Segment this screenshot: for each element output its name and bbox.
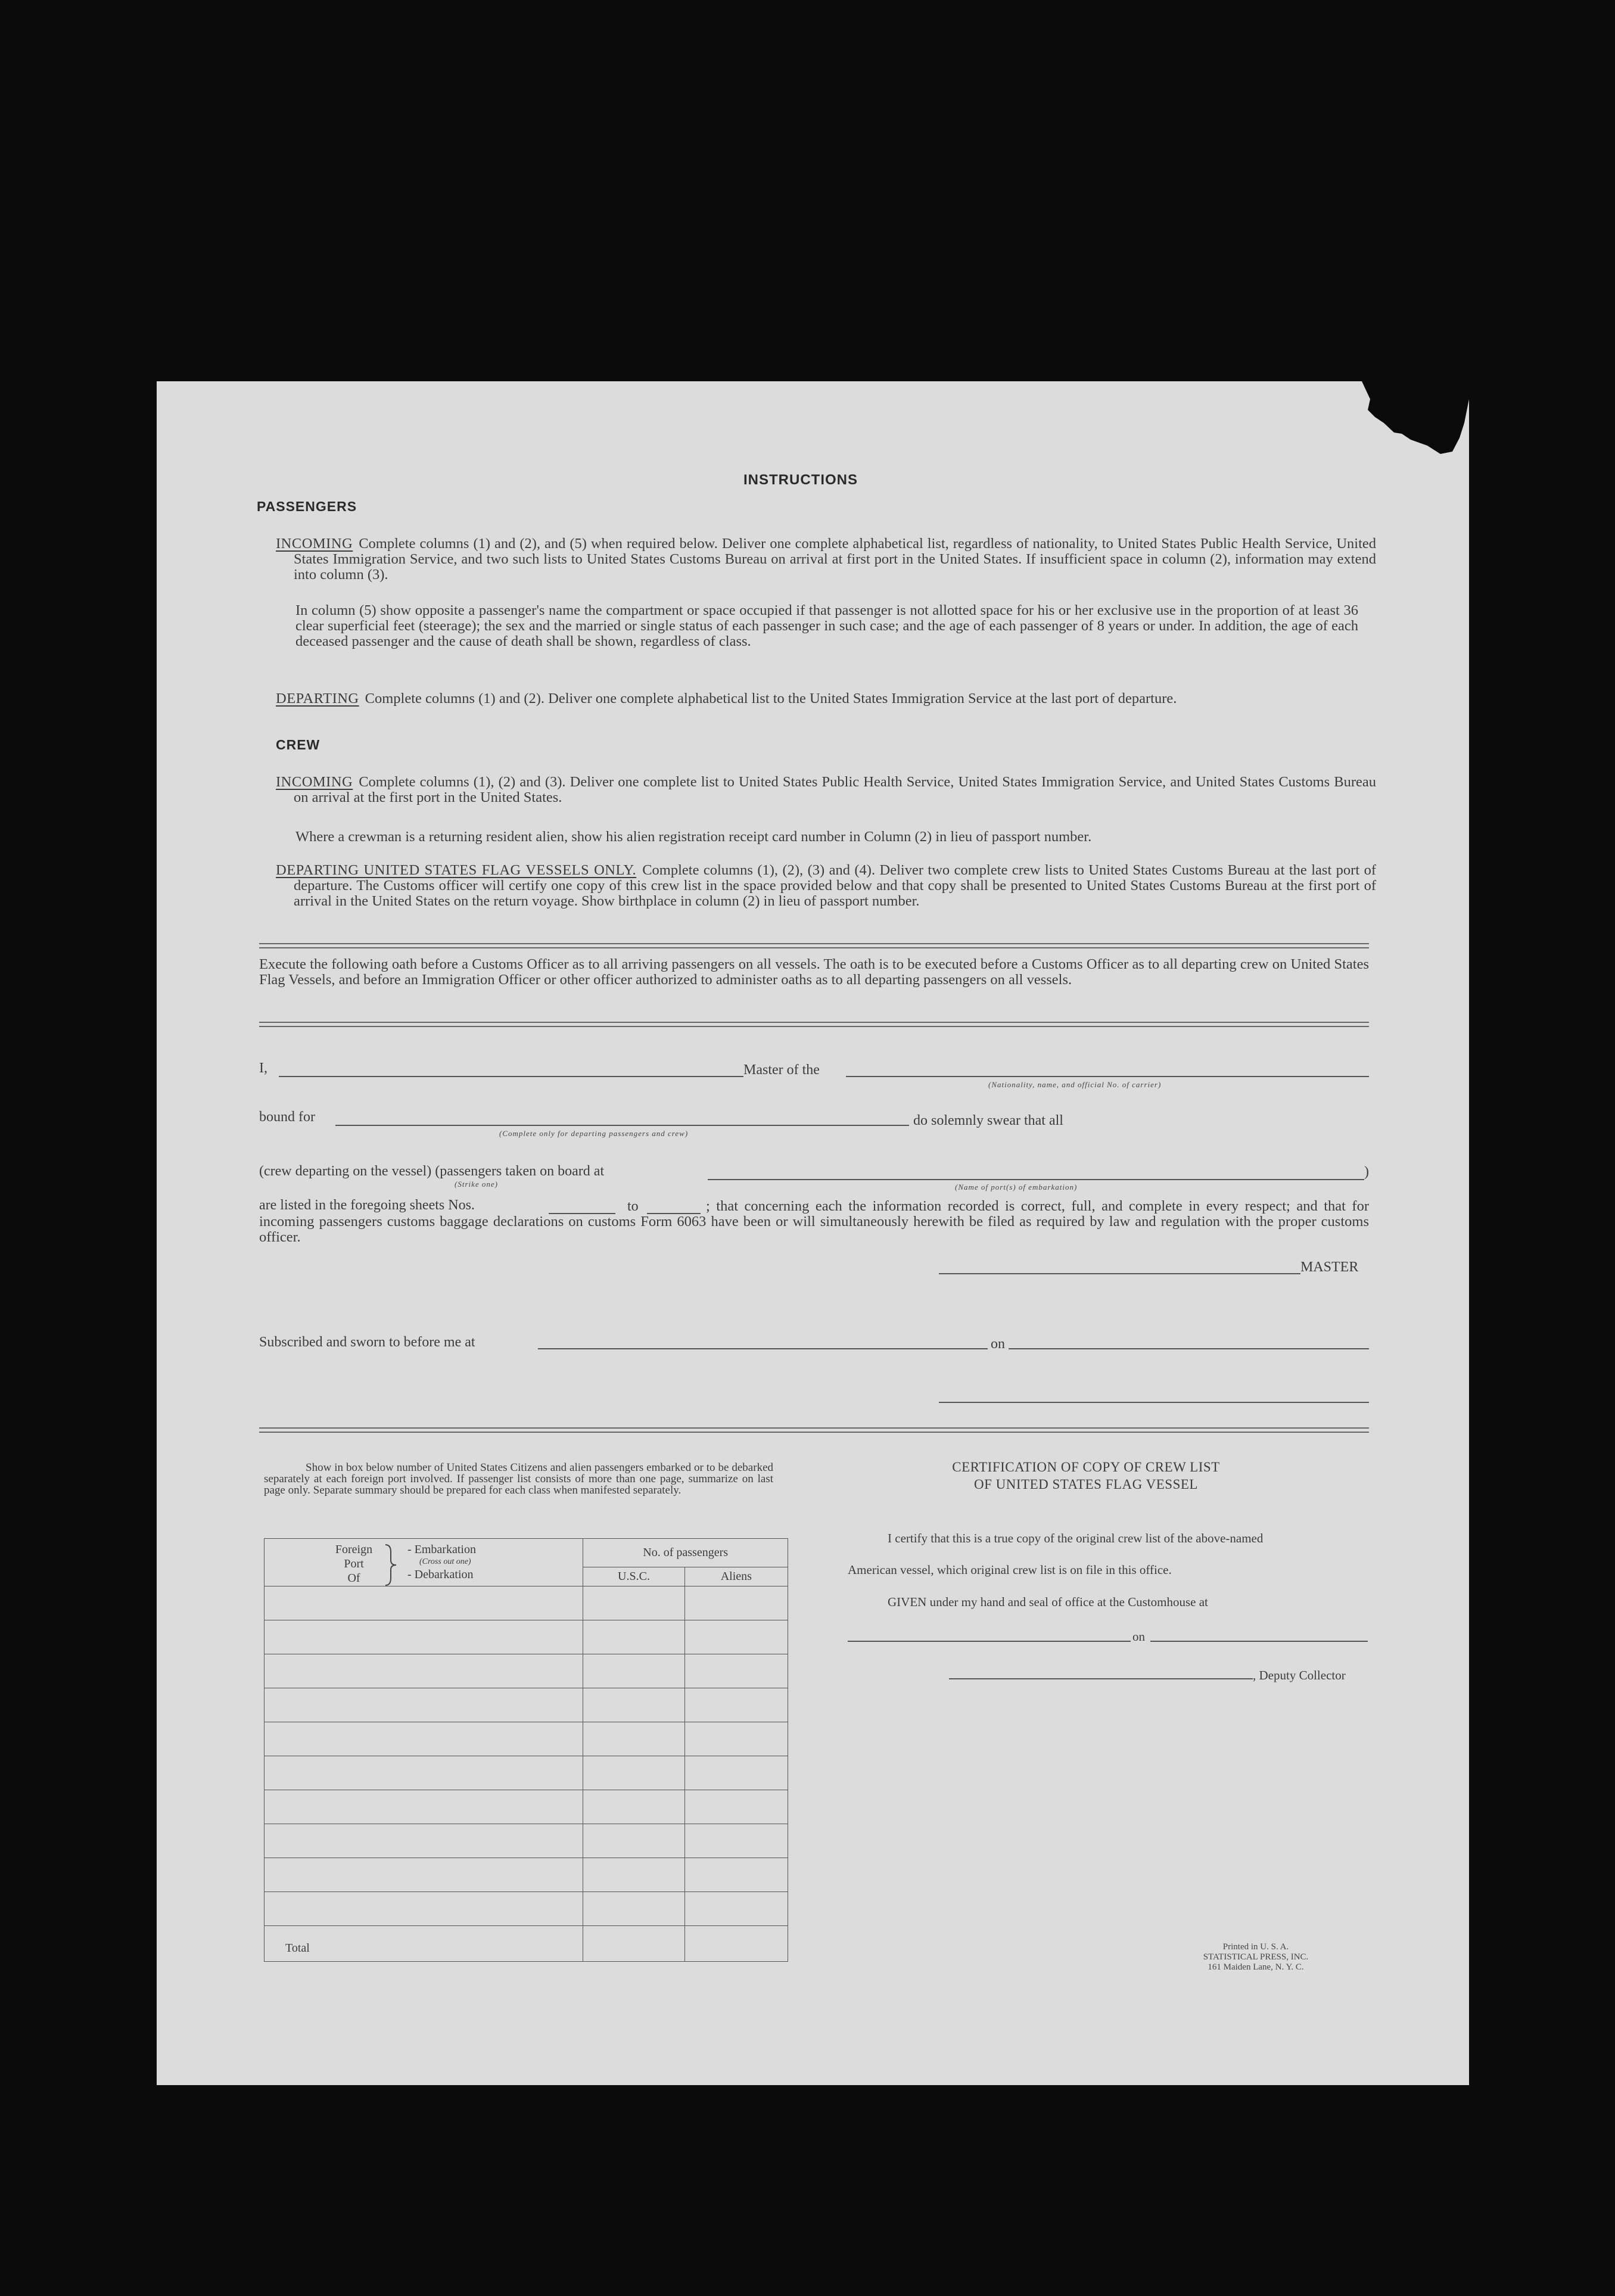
usc-cell[interactable] bbox=[583, 1654, 684, 1688]
deputy-collector-label: , Deputy Collector bbox=[1253, 1668, 1346, 1682]
table-row bbox=[265, 1722, 788, 1756]
of-label: Of bbox=[347, 1572, 360, 1585]
port-cell[interactable] bbox=[265, 1858, 583, 1892]
port-cell[interactable] bbox=[265, 1756, 583, 1790]
usc-cell[interactable] bbox=[583, 1722, 684, 1756]
passengers-departing-paragraph: DEPARTING Complete columns (1) and (2). Deliver one complete alphabetical list to the United States Immigration Service at the last port of departure. bbox=[276, 690, 1177, 707]
aliens-cell[interactable] bbox=[684, 1824, 788, 1858]
usc-header: U.S.C. bbox=[583, 1567, 684, 1586]
port-cell[interactable] bbox=[265, 1620, 583, 1654]
bound-for-field[interactable] bbox=[335, 1125, 909, 1126]
table-row bbox=[265, 1824, 788, 1858]
usc-total-cell[interactable] bbox=[583, 1926, 684, 1962]
returning-resident-paragraph: Where a crewman is a returning resident alien, show his alien registration receipt card number in Column (2) in lieu of passport number. bbox=[295, 829, 1092, 845]
master-label: MASTER bbox=[1300, 1259, 1359, 1275]
aliens-cell[interactable] bbox=[684, 1790, 788, 1824]
port-cell[interactable] bbox=[265, 1824, 583, 1858]
certification-title: CERTIFICATION OF COPY OF CREW LIST OF UNITED STATES FLAG VESSEL bbox=[952, 1460, 1220, 1492]
sworn-date-field[interactable] bbox=[1009, 1348, 1369, 1349]
port-cell[interactable] bbox=[265, 1586, 583, 1620]
table-row bbox=[265, 1654, 788, 1688]
table-row bbox=[265, 1858, 788, 1892]
given-line: GIVEN under my hand and seal of office at the Customhouse at bbox=[888, 1595, 1208, 1609]
passenger-summary-table bbox=[264, 1538, 788, 1962]
column5-paragraph: In column (5) show opposite a passenger's name the compartment or space occupied if that passenger is not allotted space for his or her exclusive use in the proportion of at least 36 clear superficial feet (steerage); the sex and the married or single status of each passenger in such case; and the age of each passenger of 8 years or under. In addition, the age of each deceased passenger and the cause of death shall be shown, regardless of class. bbox=[295, 602, 1358, 649]
deputy-signature-field[interactable] bbox=[949, 1678, 1253, 1679]
crew-departing-paragraph: DEPARTING UNITED STATES FLAG VESSELS ONLY. Complete columns (1), (2), (3) and (4). Deliver two complete crew lists to United States Customs Bureau at the last port of departure. The Customs officer will certify one copy of this crew list in the space provided below and that copy shall be presented to United States Customs Bureau at the first port of arrival in the United States on the return voyage. Show birthplace in column (2) in lieu of passport number. bbox=[276, 862, 1376, 909]
master-signature-field[interactable] bbox=[939, 1273, 1300, 1274]
section-divider bbox=[259, 1427, 1369, 1433]
aliens-cell[interactable] bbox=[684, 1858, 788, 1892]
aliens-cell[interactable] bbox=[684, 1586, 788, 1620]
usc-cell[interactable] bbox=[583, 1688, 684, 1722]
passengers-heading: PASSENGERS bbox=[257, 499, 357, 514]
table-row bbox=[265, 1586, 788, 1620]
aliens-cell[interactable] bbox=[684, 1654, 788, 1688]
form-page bbox=[157, 381, 1469, 2085]
usc-cell[interactable] bbox=[583, 1824, 684, 1858]
carrier-caption: (Nationality, name, and official No. of carrier) bbox=[988, 1080, 1162, 1089]
aliens-cell[interactable] bbox=[684, 1892, 788, 1926]
passengers-incoming-label: INCOMING bbox=[276, 536, 353, 552]
solemnly-swear-text: do solemnly swear that all bbox=[913, 1113, 1063, 1128]
torn-corner-shape bbox=[1357, 381, 1469, 456]
to-label: to bbox=[627, 1199, 639, 1214]
subscribed-text: Subscribed and sworn to before me at bbox=[259, 1334, 475, 1350]
usc-cell[interactable] bbox=[583, 1586, 684, 1620]
aliens-cell[interactable] bbox=[684, 1688, 788, 1722]
aliens-cell[interactable] bbox=[684, 1620, 788, 1654]
table-row bbox=[265, 1688, 788, 1722]
page-title: INSTRUCTIONS bbox=[743, 472, 858, 488]
port-cell[interactable] bbox=[265, 1688, 583, 1722]
total-row bbox=[265, 1926, 788, 1962]
master-of-the-label: Master of the bbox=[743, 1062, 820, 1078]
master-name-field[interactable] bbox=[279, 1076, 743, 1077]
debarkation-option[interactable]: - Debarkation bbox=[407, 1568, 474, 1581]
cert-date-field[interactable] bbox=[1150, 1641, 1368, 1642]
passengers-departing-label: DEPARTING bbox=[276, 690, 359, 707]
total-label: Total bbox=[265, 1926, 583, 1962]
section-divider bbox=[259, 943, 1369, 948]
cross-out-caption: (Cross out one) bbox=[419, 1557, 471, 1566]
table-row bbox=[265, 1756, 788, 1790]
usc-cell[interactable] bbox=[583, 1858, 684, 1892]
embarkation-option[interactable]: - Embarkation bbox=[407, 1543, 476, 1556]
brace-icon bbox=[384, 1544, 398, 1586]
bound-for-caption: (Complete only for departing passengers and crew) bbox=[499, 1129, 689, 1138]
no-of-passengers-header: No. of passengers bbox=[583, 1539, 788, 1567]
strike-one-caption: (Strike one) bbox=[455, 1180, 499, 1189]
crew-incoming-label: INCOMING bbox=[276, 774, 353, 790]
summary-instruction: Show in box below number of United States Citizens and alien passengers embarked or to be debarked separately at each foreign port involved. If passenger list consists of more than one page, summarize on last page only. Separate summary should be prepared for each class when manifested separately. bbox=[264, 1461, 773, 1497]
embarkation-port-field[interactable] bbox=[708, 1179, 1364, 1180]
oath-i-label: I, bbox=[259, 1060, 267, 1076]
usc-cell[interactable] bbox=[583, 1790, 684, 1824]
crew-departing-label: DEPARTING UNITED STATES FLAG VESSELS ONLY. bbox=[276, 862, 637, 878]
table-row bbox=[265, 1892, 788, 1926]
port-cell[interactable] bbox=[265, 1654, 583, 1688]
sworn-on-label: on bbox=[991, 1336, 1005, 1352]
table-row bbox=[265, 1620, 788, 1654]
port-cell[interactable] bbox=[265, 1790, 583, 1824]
usc-cell[interactable] bbox=[583, 1620, 684, 1654]
sworn-place-field[interactable] bbox=[538, 1348, 988, 1349]
cert-on-label: on bbox=[1132, 1629, 1145, 1644]
table-row bbox=[265, 1790, 788, 1824]
oath-body: ; that concerning each the information recorded is correct, full, and complete in every respect; and that for incoming passengers customs baggage declarations on customs Form 6063 have been or will simultaneously herewith be filed as required by law and regulation with the proper customs officer. bbox=[259, 1198, 1369, 1245]
aliens-cell[interactable] bbox=[684, 1756, 788, 1790]
port-cell[interactable] bbox=[265, 1892, 583, 1926]
passengers-incoming-paragraph: INCOMING Complete columns (1) and (2), and (5) when required below. Deliver one complete alphabetical list, regardless of nationality, to United States Public Health Service, United States Immigration Service, and two such lists to United States Customs Bureau on arrival at first port in the United States. If insufficient space in column (2), information may extend into column (3). bbox=[276, 536, 1376, 583]
usc-cell[interactable] bbox=[583, 1892, 684, 1926]
aliens-cell[interactable] bbox=[684, 1722, 788, 1756]
crew-incoming-paragraph: INCOMING Complete columns (1), (2) and (3). Deliver one complete list to United States Public Health Service, United States Immigration Service, and United States Customs Bureau on arrival at the first port in the United States. bbox=[276, 774, 1376, 805]
certify-line: I certify that this is a true copy of the original crew list of the above-named bbox=[888, 1531, 1264, 1545]
port-header-cell bbox=[265, 1539, 583, 1586]
port-caption: (Name of port(s) of embarkation) bbox=[955, 1183, 1078, 1191]
printer-imprint: Printed in U. S. A. STATISTICAL PRESS, INC. 161 Maiden Lane, N. Y. C. bbox=[1203, 1942, 1309, 1972]
aliens-header: Aliens bbox=[684, 1567, 788, 1586]
crew-heading: CREW bbox=[276, 737, 320, 752]
port-label: Port bbox=[344, 1557, 364, 1570]
close-paren: ) bbox=[1364, 1164, 1369, 1180]
usc-cell[interactable] bbox=[583, 1756, 684, 1790]
crew-departing-text: (crew departing on the vessel) (passengers taken on board at bbox=[259, 1163, 605, 1179]
port-cell[interactable] bbox=[265, 1722, 583, 1756]
on-file-line: American vessel, which original crew list is on file in this office. bbox=[848, 1563, 1172, 1577]
foreign-label: Foreign bbox=[335, 1543, 373, 1556]
aliens-total-cell[interactable] bbox=[684, 1926, 788, 1962]
carrier-field[interactable] bbox=[846, 1076, 1369, 1077]
listed-sheets-text: are listed in the foregoing sheets Nos. bbox=[259, 1197, 475, 1213]
section-divider bbox=[259, 1022, 1369, 1027]
officer-signature-field[interactable] bbox=[939, 1402, 1369, 1403]
oath-intro: Execute the following oath before a Customs Officer as to all arriving passengers on all vessels. The oath is to be executed before a Customs Officer as to all departing crew on United States Flag Vessels, and before an Immigration Officer or other officer authorized to administer oaths as to all departing passengers on all vessels. bbox=[259, 956, 1369, 988]
bound-for-label: bound for bbox=[259, 1109, 315, 1125]
customhouse-field[interactable] bbox=[848, 1641, 1131, 1642]
